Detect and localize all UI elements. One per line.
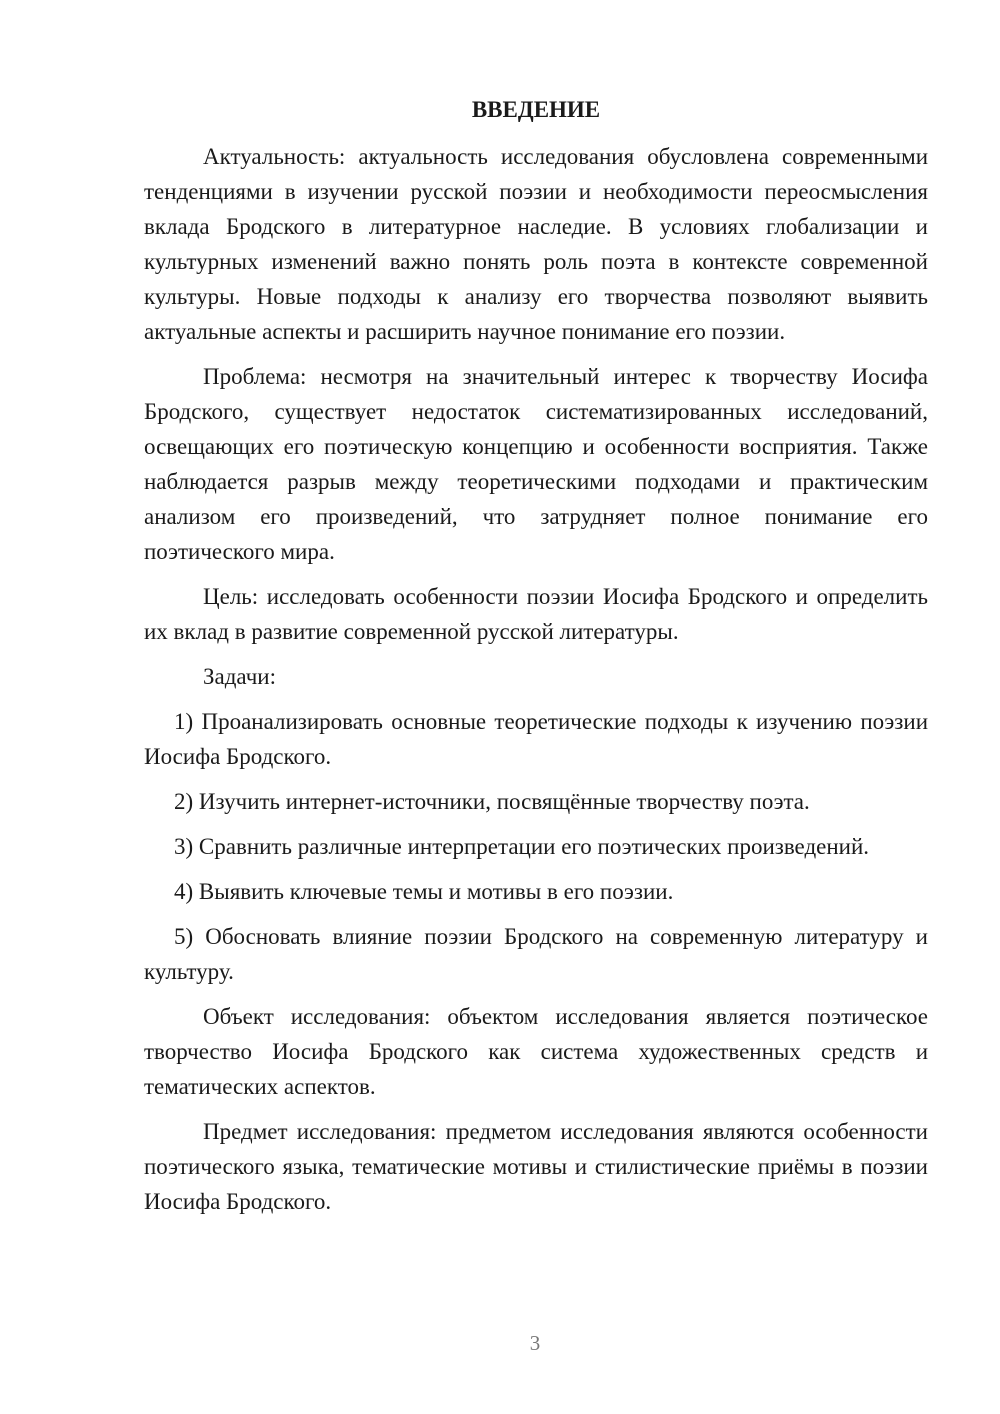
tasks-list: [144, 704, 928, 989]
page-number: 3: [529, 1331, 541, 1355]
paragraph-subject: Предмет исследования: предметом исследования являются особенности поэтического языка, тематические мотивы и стилистические приёмы в поэзии Иосифа Бродского.: [144, 1119, 928, 1214]
page-body: [144, 92, 928, 1229]
task-item-2: 2) Изучить интернет-источники, посвящённые творчеству поэта.: [174, 789, 810, 814]
paragraph-relevance: Актуальность: актуальность исследования обусловлена современными тенденциями в изучении русской поэзии и необходимости переосмысления вклада Бродского в литературное наследие. В условиях глобализации и культурных изменений важно понять роль поэта в контексте современной культуры. Новые подходы к анализу его творчества позволяют выявить актуальные аспекты и расширить научное понимание его поэзии.: [144, 144, 928, 344]
section-heading: ВВЕДЕНИЕ: [471, 97, 601, 122]
tasks-label: Задачи:: [203, 664, 276, 689]
paragraph-object: Объект исследования: объектом исследования является поэтическое творчество Иосифа Бродского как система художественных средств и тематических аспектов.: [144, 1004, 928, 1099]
task-item-3: 3) Сравнить различные интерпретации его поэтических произведений.: [174, 834, 870, 859]
task-item-4: 4) Выявить ключевые темы и мотивы в его поэзии.: [174, 879, 674, 904]
paragraph-problem: Проблема: несмотря на значительный интерес к творчеству Иосифа Бродского, существует недостаток систематизированных исследований, освещающих его поэтическую концепцию и особенности восприятия. Также наблюдается разрыв между теоретическими подходами и практическим анализом его произведений, что затрудняет полное понимание его поэтического мира.: [144, 364, 928, 564]
task-item-5: 5) Обосновать влияние поэзии Бродского на современную литературу и культуру.: [144, 924, 928, 984]
paragraph-goal: Цель: исследовать особенности поэзии Иосифа Бродского и определить их вклад в развитие современной русской литературы.: [144, 584, 928, 644]
task-item-1: 1) Проанализировать основные теоретические подходы к изучению поэзии Иосифа Бродского.: [144, 709, 928, 769]
